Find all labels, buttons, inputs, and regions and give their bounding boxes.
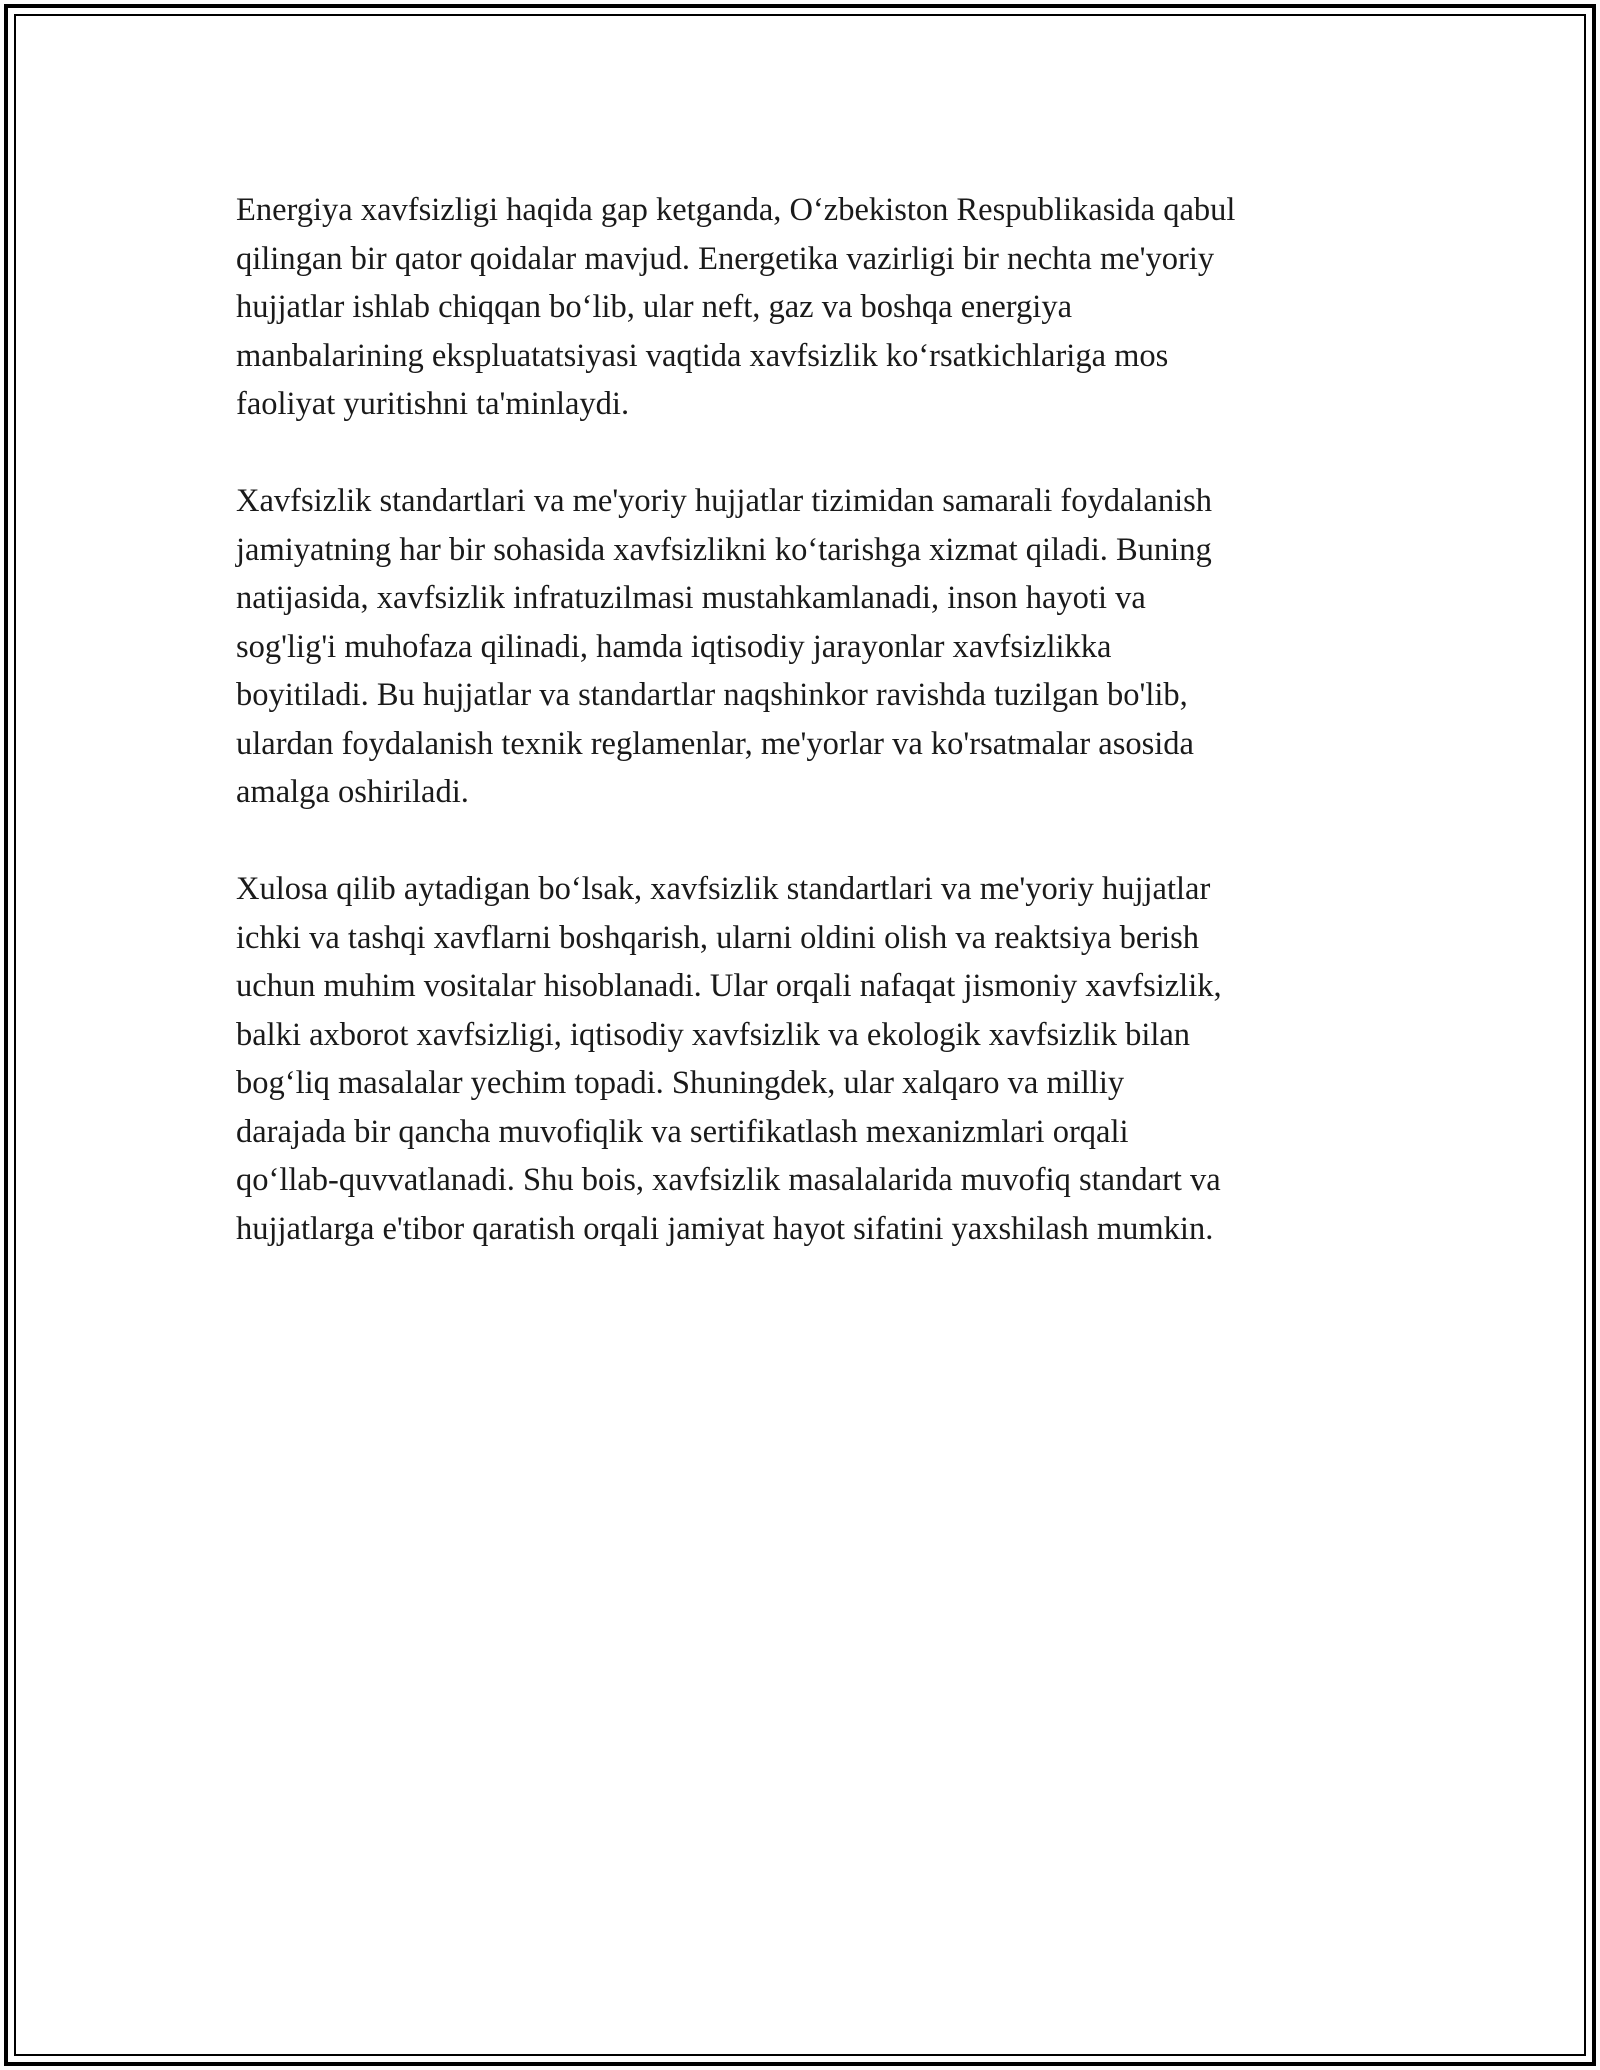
paragraph-line: faoliyat yuritishni ta'minlaydi.: [236, 386, 630, 422]
paragraph-line: jamiyatning har bir sohasida xavfsizlikni ko‘tarishga xizmat qiladi. Buning: [236, 531, 1212, 568]
paragraph-line: qilingan bir qator qoidalar mavjud. Energetika vazirligi bir nechta me'yoriy: [236, 240, 1215, 277]
paragraph-line: ulardan foydalanish texnik reglamenlar, me'yorlar va ko'rsatmalar asosida: [236, 725, 1194, 762]
paragraph-2: [236, 477, 1386, 817]
document-body: [236, 186, 1386, 1302]
paragraph-line: ichki va tashqi xavflarni boshqarish, ularni oldini olish va reaktsiya berish: [236, 919, 1200, 956]
paragraph-line: manbalarining ekspluatatsiyasi vaqtida xavfsizlik ko‘rsatkichlariga mos: [236, 337, 1169, 374]
paragraph-line: sog'lig'i muhofaza qilinadi, hamda iqtisodiy jarayonlar xavfsizlikka: [236, 628, 1112, 665]
paragraph-line: Xavfsizlik standartlari va me'yoriy hujjatlar tizimidan samarali foydalanish: [236, 483, 1213, 519]
paragraph-line: uchun muhim vositalar hisoblanadi. Ular orqali nafaqat jismoniy xavfsizlik,: [236, 968, 1222, 1004]
paragraph-3: [236, 865, 1386, 1253]
paragraph-line: bog‘liq masalalar yechim topadi. Shuningdek, ular xalqaro va milliy: [236, 1065, 1125, 1101]
paragraph-line: Xulosa qilib aytadigan bo‘lsak, xavfsizlik standartlari va me'yoriy hujjatlar: [236, 871, 1211, 907]
paragraph-line: natijasida, xavfsizlik infratuzilmasi mustahkamlanadi, inson hayoti va: [236, 580, 1146, 616]
paragraph-line: hujjatlar ishlab chiqqan bo‘lib, ular neft, gaz va boshqa energiya: [236, 289, 1073, 325]
paragraph-line: hujjatlarga e'tibor qaratish orqali jamiyat hayot sifatini yaxshilash mumkin.: [236, 1210, 1214, 1247]
paragraph-line: darajada bir qancha muvofiqlik va sertifikatlash mexanizmlari orqali: [236, 1113, 1129, 1150]
paragraph-1: [236, 186, 1386, 429]
paragraph-line: amalga oshiriladi.: [236, 774, 469, 810]
paragraph-line: qo‘llab-quvvatlanadi. Shu bois, xavfsizlik masalalarida muvofiq standart va: [236, 1162, 1221, 1198]
paragraph-line: balki axborot xavfsizligi, iqtisodiy xavfsizlik va ekologik xavfsizlik bilan: [236, 1016, 1191, 1053]
paragraph-line: boyitiladi. Bu hujjatlar va standartlar naqshinkor ravishda tuzilgan bo'lib,: [236, 677, 1188, 713]
paragraph-line: Energiya xavfsizligi haqida gap ketganda, O‘zbekiston Respublikasida qabul: [236, 192, 1236, 228]
